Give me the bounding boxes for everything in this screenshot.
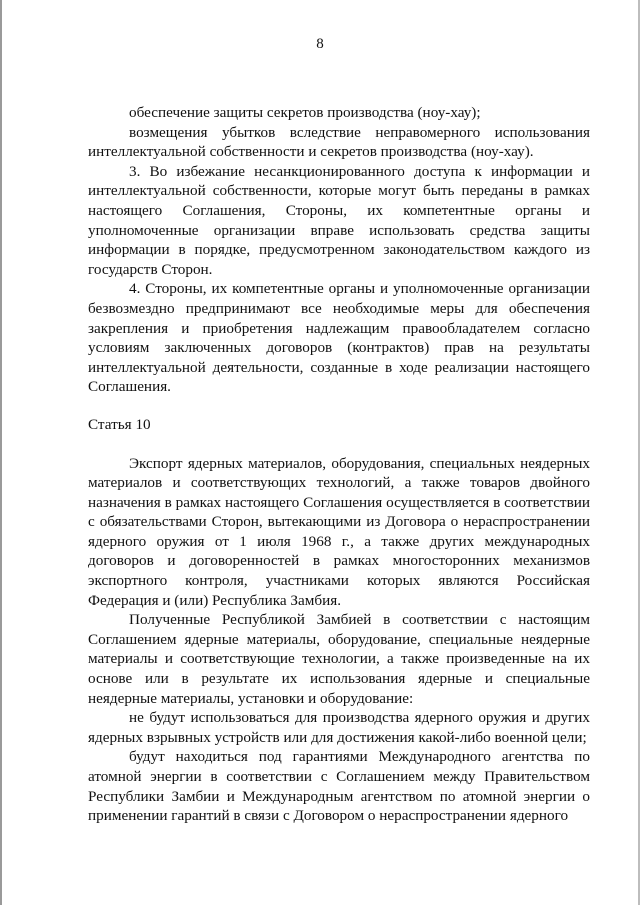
paragraph-8: будут находиться под гарантиями Международного агентства по атомной энергии в соответствии с Соглашением между Правительством Республики Замбии и Международным агентством по атомной энергии о применении гарантий в связи с Договором о нераспространении ядерного bbox=[88, 748, 590, 825]
article-heading: Статья 10 bbox=[88, 415, 151, 433]
document-body bbox=[88, 103, 590, 826]
paragraph-5: Экспорт ядерных материалов, оборудования, специальных неядерных материалов и соответствующих технологий, а также товаров двойного назначения в рамках настоящего Соглашения осуществляется в соответствии с обязательствами Сторон, вытекающими из Договора о нераспространении ядерного оружия от 1 июля 1968 г., а также других международных договоров и договоренностей в рамках многосторонних механизмов экспортного контроля, участниками которых являются Российская Федерация и (или) Республика Замбия. bbox=[88, 454, 590, 609]
page-number: 8 bbox=[316, 36, 324, 52]
page-left-edge bbox=[0, 0, 2, 905]
paragraph-4: 4. Стороны, их компетентные органы и уполномоченные организации безвозмездно предпринимают все необходимые меры для обеспечения закрепления и приобретения надлежащим правообладателем согласно условиям заключенных договоров (контрактов) прав на результаты интеллектуальной деятельности, созданные в ходе реализации настоящего Соглашения. bbox=[88, 280, 590, 396]
paragraph-6: Полученные Республикой Замбией в соответствии с настоящим Соглашением ядерные материалы, оборудование, специальные неядерные материалы и соответствующие технологии, а также произведенные на их основе или в результате их использования ядерные и специальные неядерные материалы, установки и оборудование: bbox=[88, 611, 590, 707]
paragraph-2: возмещения убытков вследствие неправомерного использования интеллектуальной собственности и секретов производства (ноу-хау). bbox=[88, 123, 590, 161]
paragraph-3: 3. Во избежание несанкционированного доступа к информации и интеллектуальной собственности, которые могут быть переданы в рамках настоящего Соглашения, Стороны, их компетентные органы и уполномоченные организации вправе использовать средства защиты информации в порядке, предусмотренном законодательством каждого из государств Сторон. bbox=[88, 162, 590, 278]
paragraph-7: не будут использоваться для производства ядерного оружия и других ядерных взрывных устройств или для достижения какой-либо военной цели; bbox=[88, 709, 590, 746]
paragraph-1: обеспечение защиты секретов производства (ноу-хау); bbox=[129, 104, 481, 121]
